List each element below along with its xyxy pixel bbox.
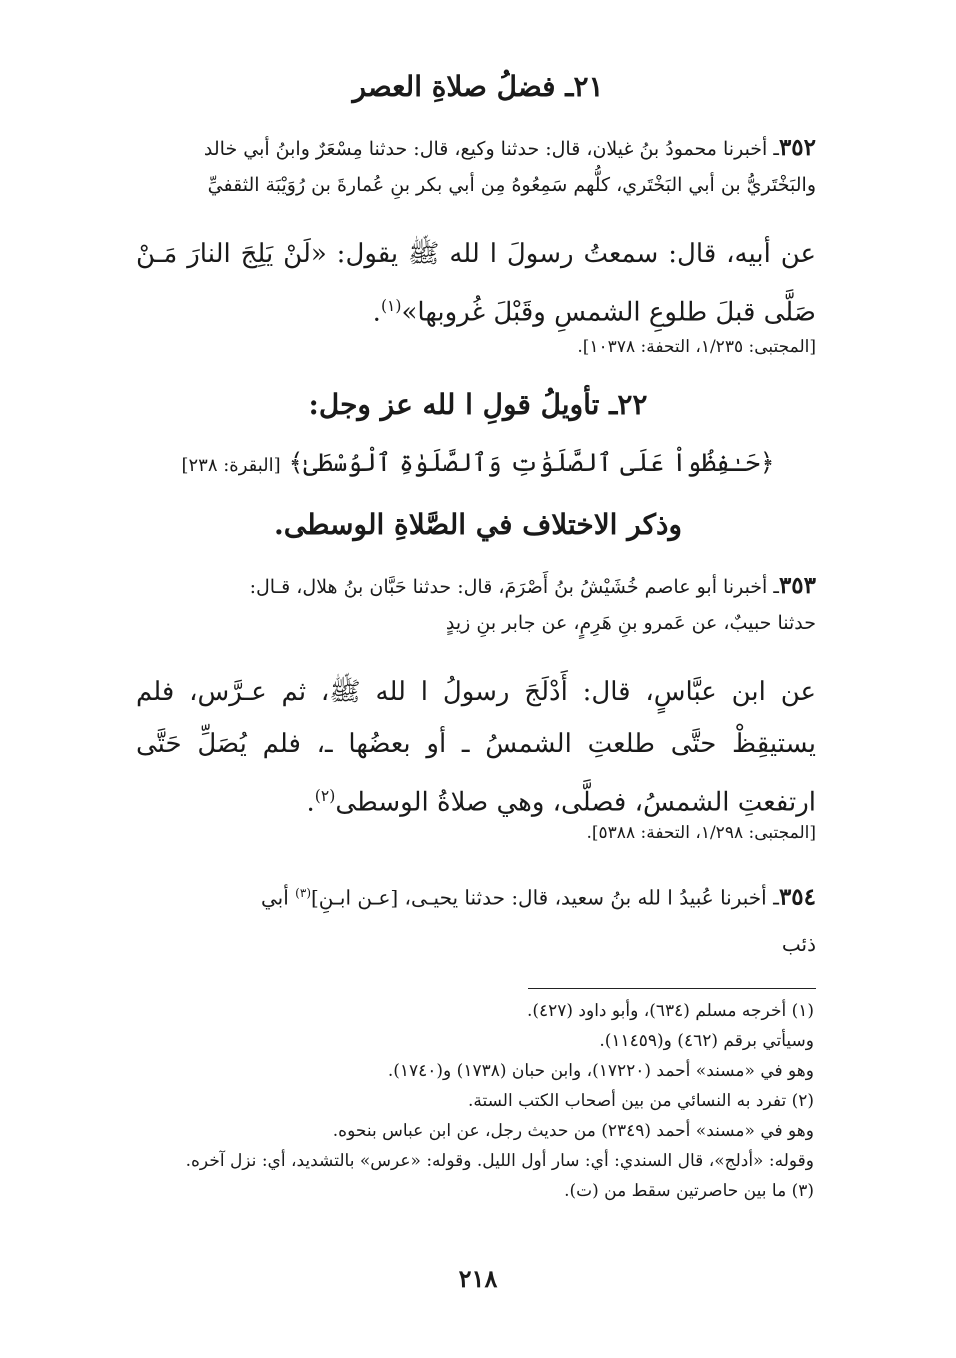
section-title-22: ٢٢ـ تأويلُ قولِ ا لله عز وجل: [308, 388, 648, 421]
chain-line: والبَخْتَريُّ بن أبي البَخْتَري، كلُّهم سَمِعُوهُ مِن أبي بكر بنِ عُمارةَ بن رُوَيْبَة الثقفيِّ [207, 174, 816, 196]
chain-line: حدثنا حبيبٌ، عن عَمرو بنِ هَرِمٍ، عن جابر بنِ زيدٍ [445, 612, 816, 634]
footnote-line: وهو في «مسند» أحمد (٢٣٤٩) من حديث رجل، عن ابن عباس بنحوه. [332, 1121, 814, 1141]
hadith-353-reference: [المجتبى: ١/٢٩٨، التحفة: ٥٣٨٨]. [586, 823, 816, 843]
matn-text: عن ابن عبَّاسٍ، قال: أَدْلَجَ رسولُ ا لله ﷺ، ثم عـرَّس، فلم يستيقِظْ حتَّى طلعتِ الشمسُ ـ أو بعضُها ـ، فلم يُصَلِّ حَتَّى ارتفعتِ الشمسُ، فصلَّى، وهي صلاةُ الوسطى [136, 677, 816, 818]
chain-line: ـ أخبرنا عُبيدُ ا لله بنُ سعيد، قال: حدثنا يحيـى، [عـن ابـنِ] [311, 885, 779, 910]
hadith-354-chain [136, 870, 816, 967]
hadith-number: ٣٥٣ [778, 572, 816, 599]
hadith-number: ٣٥٤ [778, 883, 816, 911]
chain-line-end: أبي [261, 885, 296, 910]
chain-line: ـ أخبرنا محمودُ بنُ غيلان، قال: حدثنا وكيع، قال: حدثنا مِسْعَرٌ وابنُ أبي خالد [203, 138, 779, 160]
chain-line: ـ أخبرنا أبو عاصم خُشَيْشُ بنُ أَصْرَمَ، قال: حدثنا حَبَّان بنُ هلال، قـال: [249, 576, 779, 598]
footnote-line: (٣) ما بين حاصرتين سقط من (ت). [564, 1181, 814, 1201]
footnote-marker[interactable]: (٣) [295, 886, 311, 900]
hadith-number: ٣٥٢ [778, 134, 816, 161]
matn-text: عن أبيه، قال: سمعتُ رسولَ ا لله ﷺ يقول: «لَنْ يَلِجَ النارَ مَـنْ صَلَّى قبلَ طلوعِ الشمسِ وقَبْلَ غُروبها» [136, 239, 816, 328]
footnote-marker[interactable]: (١) [380, 297, 402, 315]
hadith-352-chain [136, 130, 816, 203]
verse-source: [البقرة: ٢٣٨] [181, 455, 281, 476]
footnotes [136, 996, 814, 1206]
quran-verse [120, 448, 836, 477]
verse-text: ﴿حَـٰفِظُواْ عَلَى ٱلصَّلَوَٰتِ وَٱلصَّلَوٰةِ ٱلْوُسْطَىٰ﴾ [288, 448, 775, 477]
hadith-353-matn: عن ابن عبَّاسٍ، قال: أَدْلَجَ رسولُ ا لله ﷺ، ثم عـرَّس، فلم يستيقِظْ حتَّى طلعتِ الشمسُ ـ أو بعضُها ـ، فلم يُصَلِّ حَتَّى ارتفعتِ الشمسُ، فصلَّى، وهي صلاةُ الوسطى$^{(٢)}$. [136, 677, 816, 818]
hadith-353-chain [136, 568, 816, 641]
footnote-line: (١) أخرجه مسلم (٦٣٤)، وأبو داود (٤٢٧). [526, 1001, 814, 1021]
footnote-line: وقوله: «أدلج»، قال السندي: أي: سار أول الليل. وقوله: «عرس» بالتشديد، أي: نزل آخره. [185, 1151, 814, 1171]
hadith-352-matn: عن أبيه، قال: سمعتُ رسولَ ا لله ﷺ يقول: «لَنْ يَلِجَ النارَ مَـنْ صَلَّى قبلَ طلوعِ الشمسِ وقَبْلَ غُروبها»$^{(١)}$. [136, 239, 816, 328]
chain-line: ذئب [781, 931, 816, 956]
footnote-separator [528, 988, 816, 989]
footnote-line: وهو في «مسند» أحمد (١٧٢٢٠)، وابن حبان (١٧٣٨) و(١٧٤٠). [387, 1061, 814, 1081]
section-subtitle: وذكر الاختلاف في الصَّلاةِ الوسطى. [274, 508, 682, 541]
section-title-21: ٢١ـ فضلُ صلاةِ العصر [352, 70, 604, 103]
footnote-marker[interactable]: (٢) [314, 787, 336, 805]
hadith-352-reference: [المجتبى: ١/٢٣٥، التحفة: ١٠٣٧٨]. [577, 337, 816, 357]
footnote-line: (٢) تفرد به النسائي من بين أصحاب الكتب الستة. [467, 1091, 814, 1111]
page-number: ٢١٨ [458, 1264, 498, 1293]
footnote-line: وسيأتي برقم (٤٦٢) و(١١٤٥٩). [599, 1031, 814, 1051]
